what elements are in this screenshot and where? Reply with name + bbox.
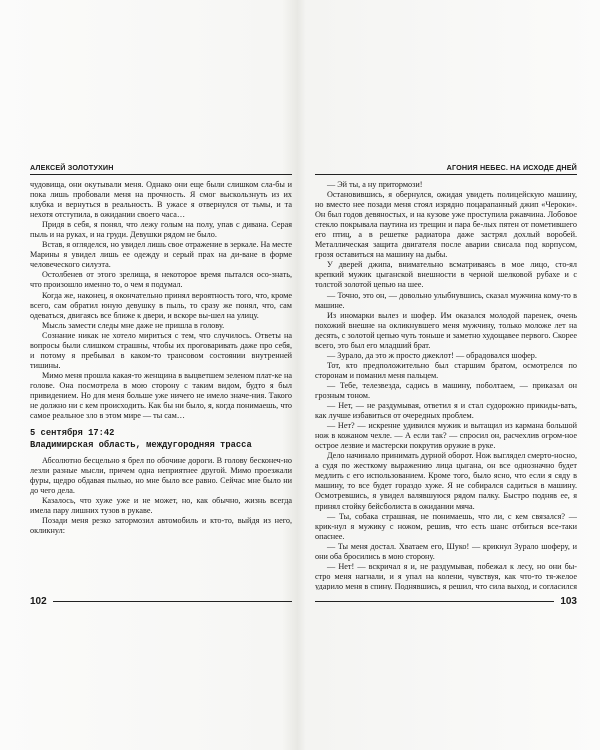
paragraph: Когда же, наконец, я окончательно принял вероятность того, что, кроме всего, сам обратил юную девушку в пыль, то сразу же понял, что, сам одеваться, двигаясь все ближе к двери, и вскоре вы-шел на улицу. — [30, 290, 292, 320]
paragraph: — Нет? — искренне удивился мужик и вытащил из кармана большой нож в кожаном чехле. — А если так? — спросил он, расчехлив огром-ное острое лезвие и мастерски покрутив оружие в руке. — [315, 421, 577, 451]
paragraph: — Эй ты, а ну притормози! — [327, 180, 423, 189]
paragraph: Мимо меня прошла какая-то женщина в выцветшем зеленом плат-ке на голове. Она посмотрела в мою сторону с таким видом, будто я был привидением. Но для меня больше уже ничего не имело значе-ния. Такого не должно ни с кем происходить. Как бы ни было, я, когда понимаешь, что самое реальное зло в этом мире — ты сам… — [30, 370, 292, 421]
paragraph: — Ты меня достал. Хватаем его, Шуко! — крикнул Зурало шоферу, и они оба бросились в мою сторону. — [315, 541, 577, 561]
paragraph: Позади меня резко затормозил автомобиль и кто-то, выйдя из него, окликнул: — [30, 516, 292, 536]
right-folio — [315, 595, 577, 607]
section-date-heading: 5 сентября 17:42 — [30, 428, 115, 439]
right-running-head — [315, 160, 577, 175]
paragraph: Встав, я огляделся, но увидел лишь свое отражение в зеркале. На месте Марины я увидел лишь ее одежду и серый прах на ди-ване в форме человеческого силуэта. — [30, 240, 292, 270]
paragraph: — Нет! — вскричал я и, не раздумывая, побежал к лесу, но они бы-стро меня нагнали, и я упал на колени, чувствуя, как что-то тя-желое ударило меня в спину. Поднявшись, я решил, что сила выход, и согласился — [315, 561, 577, 590]
folio-rule — [53, 601, 292, 602]
paragraph: Сознание никак не хотело мириться с тем, что случилось. Ответы на вопросы были слишком страшны, чтобы их проговаривать даже про себя, и потому я пребывал в каком-то трансовом состоянии внутренней тишины. — [30, 330, 292, 370]
paragraph: — Зурало, да это ж просто джеклот! — обрадовался шофер. — [327, 350, 537, 360]
right-body-text — [315, 180, 577, 590]
left-page-number: 102 — [30, 595, 47, 607]
paragraph: — Ты, собака страшная, не понимаешь, что ли, с кем связался? — крик-нул я мужику с ножом, решив, что есть шанс отбиться все-таки опаснее. — [315, 511, 577, 541]
paragraph: Тот, кто предположительно был старшим братом, осмотрелся по сторонам и поманил меня пальцем. — [315, 360, 577, 380]
right-running-head-text: АГОНИЯ НЕБЕС. НА ИСХОДЕ ДНЕЙ — [446, 163, 577, 172]
paragraph: — Тебе, телезвезда, садись в машину, поболтаем, — приказал он грозным тоном. — [315, 380, 577, 400]
paragraph: Абсолютно бесцельно я брел по обочине дороги. В голову бесконеч-но лезли разные мысли, причем одна неприятнее другой. Мимо проезжали фуры, щедро обдавая пылью, но мне было все равно. Сейчас мне было ни до чего дела. — [30, 456, 292, 496]
folio-rule — [315, 601, 554, 602]
paragraph: Из иномарки вылез и шофер. Им оказался молодой паренек, очень похожий внешне на окликнувшего меня мужчину, только моложе лет на десять, с золотой цепью чуть тоньше и заметно худощавее первого. Скорее всего, это был его младший брат. — [315, 310, 577, 350]
paragraph: Остановившись, я обернулся, ожидая увидеть полицейскую машину, но вместо нее позади меня стоял изрядно поцарапанный джип «Чероки». Он был годов девяностых, и на кузове уже проступила ржавчина. Лобовое стекло покрывала паутина из трещин и пара бе-лых пятен от пометившего его птиц, а в решетке радиатора даже застрял дохлый воробей. Металлическая защита двигателя после аварии свисала под корпусом, грозя оставиться на машину на дыбы. — [315, 190, 577, 260]
paragraph: чудовища, они окутывали меня. Однако они еще были слишком сла-бы и пока лишь пробовали меня на прочность. Я смог выскользнуть из их клубка и вернуться в реальность. В ужасе я отвернулся от тьмы, и та нехотя отступила, в ожидании своего часа… — [30, 180, 292, 220]
paragraph: — Нет, — не раздумывая, ответил я и стал судорожно прикиды-вать, как лучше избавиться от очередных проблем. — [315, 401, 577, 421]
paragraph: Придя в себя, я понял, что лежу голым на полу, упав с дивана. Серая пыль и на руках, и на груди. Девушки рядом не было. — [30, 220, 292, 240]
right-page-number: 103 — [560, 595, 577, 607]
paragraph: У дверей джипа, внимательно всматриваясь в мое лицо, сто-ял крепкий мужик цыганской внешности в черной шелковой рубахе и с толстой золотой цепью на шее. — [315, 260, 577, 290]
paragraph: Казалось, что хуже уже и не может, но, как обычно, жизнь всегда имела пару лишних тузов в рукаве. — [30, 496, 292, 516]
left-page — [30, 160, 292, 590]
left-body-text — [30, 180, 292, 537]
right-page — [315, 160, 577, 590]
paragraph: Мысль замести следы мне даже не пришла в голову. — [42, 320, 225, 330]
section-place-heading: Владимирская область, междугородняя трасса — [30, 440, 252, 451]
paragraph: — Точно, это он, — довольно улыбнувшись, сказал мужчина кому-то в машине. — [315, 290, 577, 310]
left-running-head — [30, 160, 292, 175]
left-folio — [30, 595, 292, 607]
paragraph: Дело начинало принимать дурной оборот. Нож выглядел смерто-носно, а судя по жесткому выражению лица цыгана, он все однозначно будет медлить с его использованием. Кроме того, было ясно, что если я сяду в машину, то все будет гораздо хуже. Я не собирался садиться в машину. Осмотревшись, я увидел валявшуюся рядом палку. Быстро подняв ее, я принял стойку бейсболиста в ожидании мяча. — [315, 451, 577, 511]
left-running-head-text: АЛЕКСЕЙ ЗОЛОТУХИН — [30, 163, 114, 172]
paragraph: Остолбенев от этого зрелища, я некоторое время пытался осо-знать, что произошло именно то, о чем я подумал. — [30, 270, 292, 290]
